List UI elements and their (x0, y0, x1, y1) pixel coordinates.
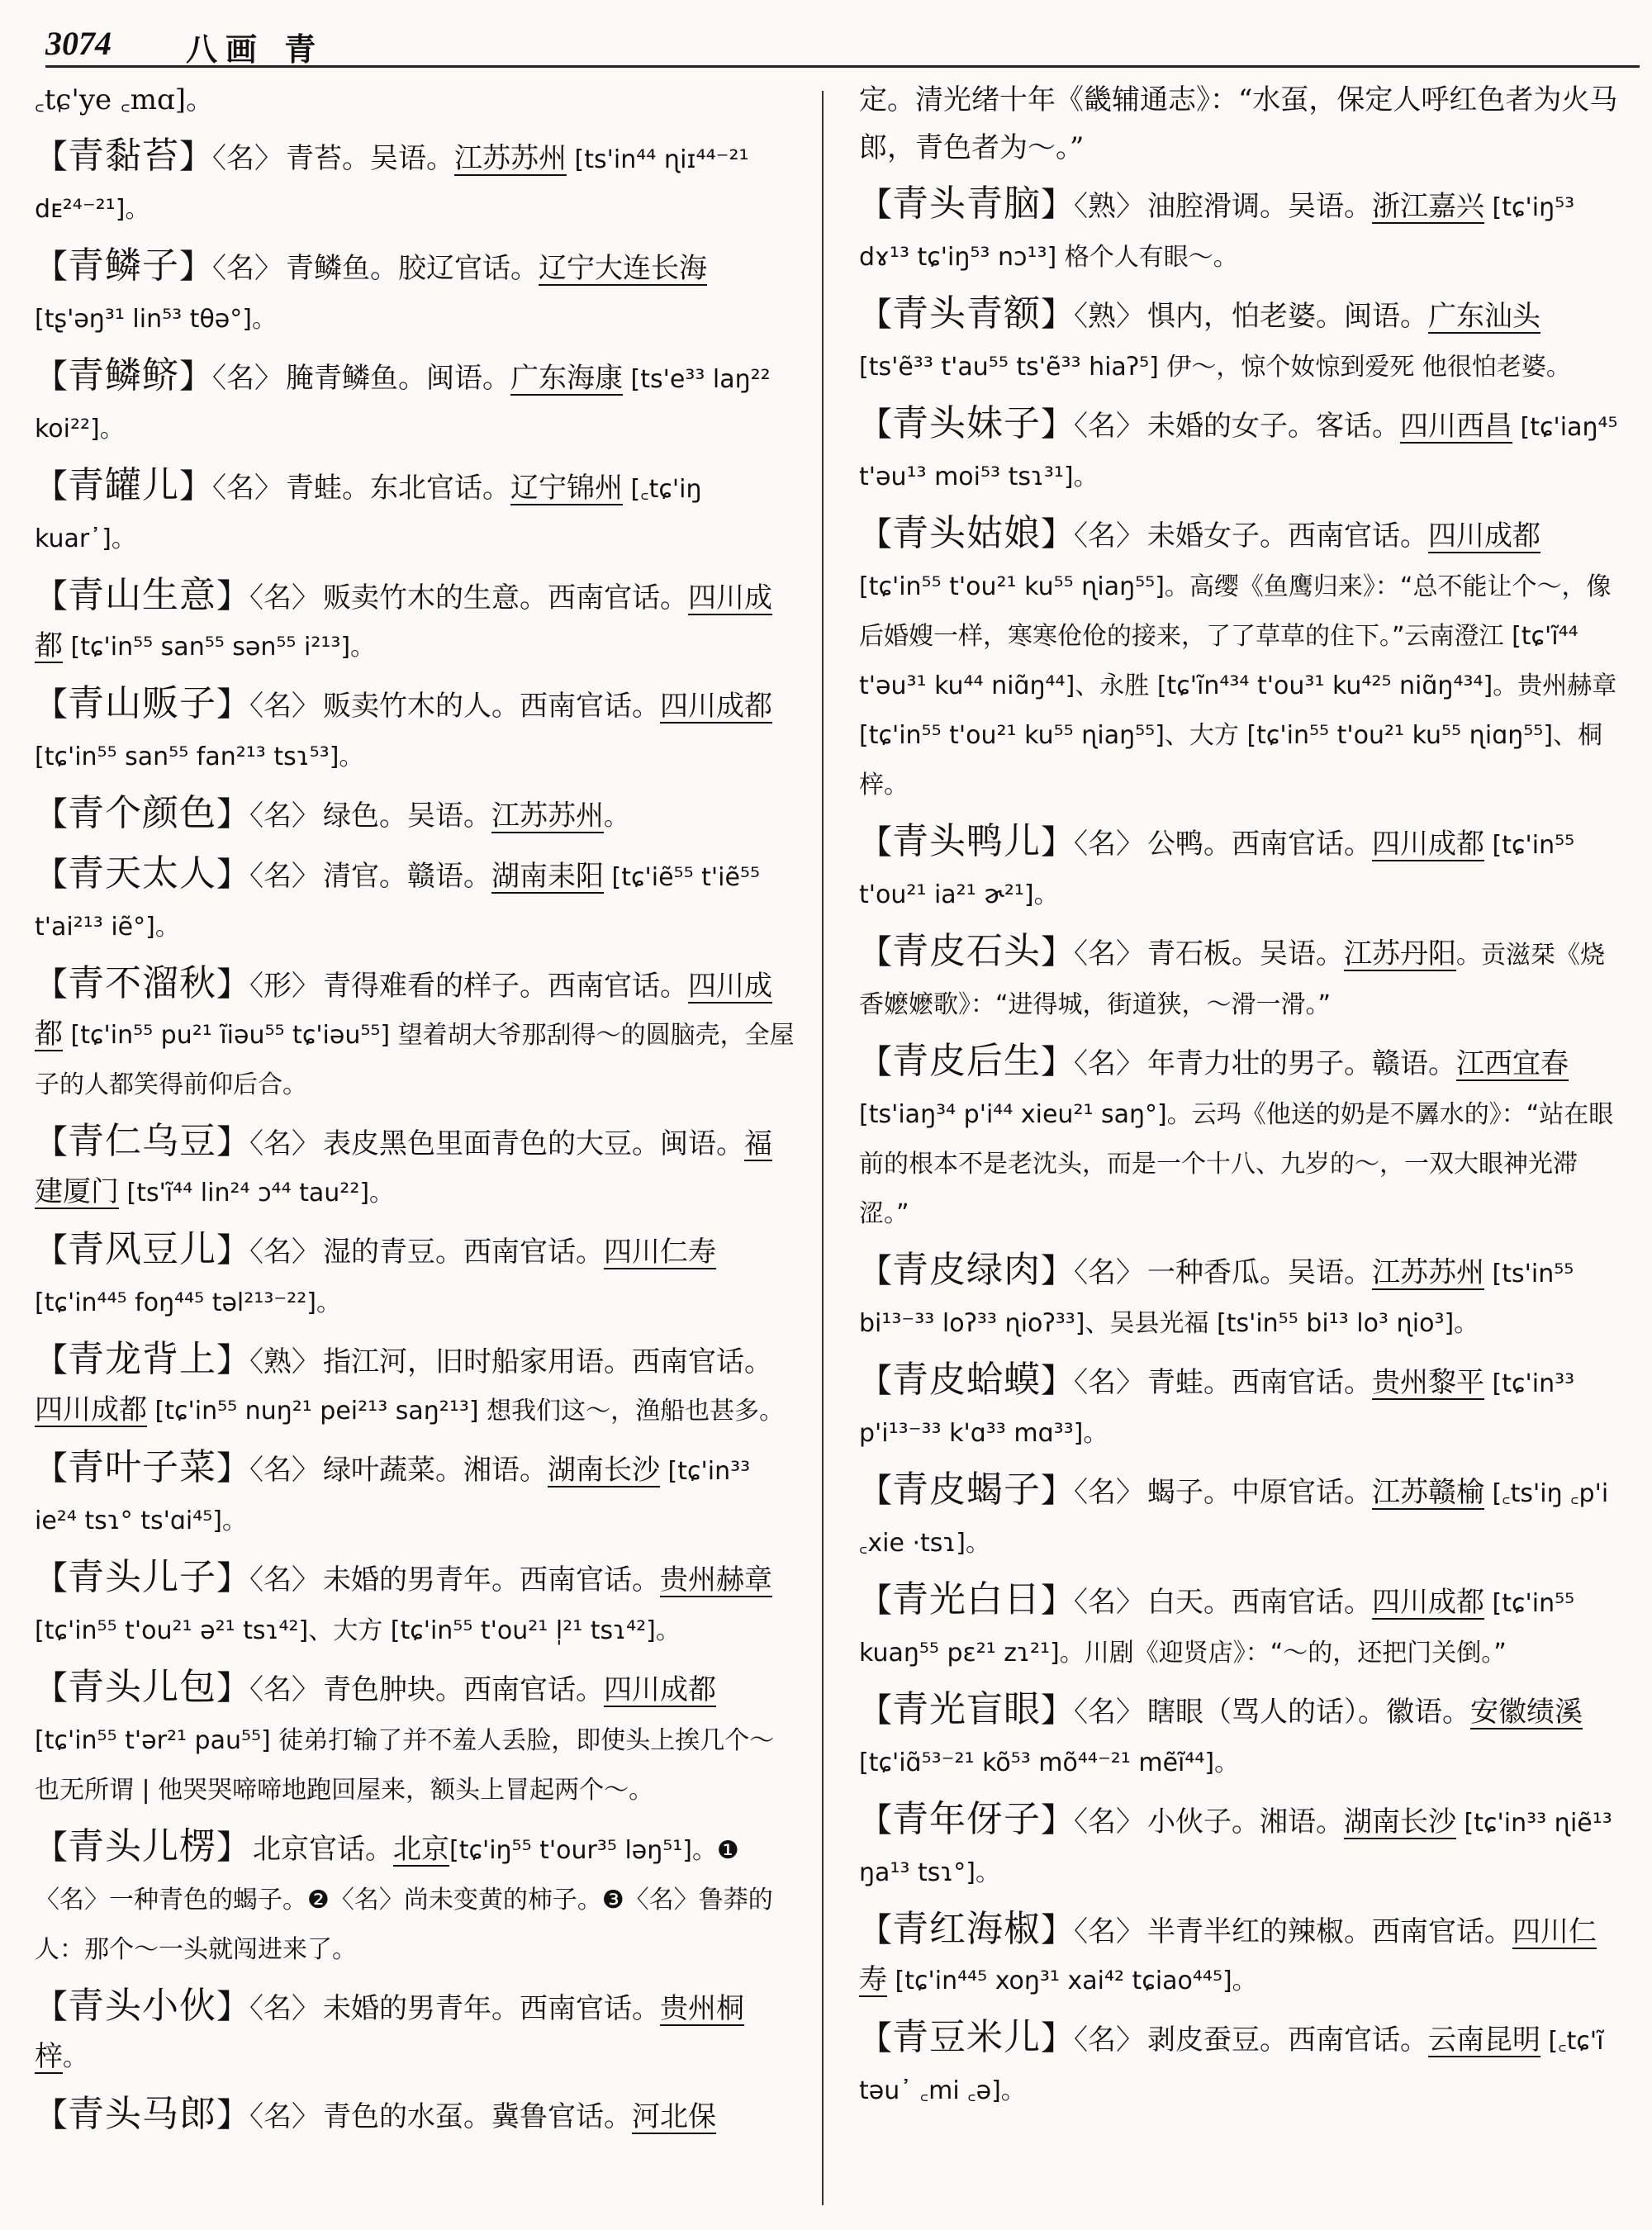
bracket-open: 【 (35, 1829, 68, 1867)
place-name: 江西宜春 (1456, 1047, 1569, 1080)
bracket-open: 【 (859, 1801, 892, 1839)
part-of-speech: 〈名〉 (249, 2100, 320, 2133)
entry-headword: 青光白日 (892, 1578, 1041, 1620)
bracket-open: 【 (859, 296, 892, 334)
bracket-close: 】 (216, 966, 249, 1004)
bracket-close: 】 (216, 686, 249, 724)
part-of-speech: 〈名〉 (1074, 1696, 1144, 1729)
bracket-open: 【 (859, 1691, 892, 1729)
bracket-close: 】 (216, 1669, 249, 1707)
entry-headword: 青头儿包 (68, 1666, 216, 1708)
bracket-open: 【 (35, 966, 68, 1004)
bracket-open: 【 (859, 1362, 892, 1400)
part-of-speech: 〈熟〉 (249, 1345, 320, 1378)
bracket-open: 【 (859, 823, 892, 861)
definition-text: 青鳞鱼。胶辽官话。 (286, 252, 539, 285)
bracket-close: 】 (1041, 1801, 1074, 1839)
right-column (859, 76, 1619, 2211)
entry-headword: 青皮绿肉 (892, 1249, 1041, 1291)
part-of-speech: 〈名〉 (1074, 828, 1144, 861)
part-of-speech: 〈名〉 (249, 799, 320, 833)
definition-text: 蝎子。中原官话。 (1147, 1476, 1372, 1509)
pronunciation-and-example: [tɕ'in⁵⁵ san⁵⁵ sən⁵⁵ i²¹³]。 (63, 633, 376, 662)
bracket-close: 】 (216, 1829, 249, 1867)
bracket-close: 】 (216, 856, 249, 894)
dictionary-entry (35, 1336, 795, 1435)
pronunciation-and-example: [tɕ'in³³ ie²⁴ tsɿ° ts'ɑi⁴⁵]。 (35, 1457, 751, 1535)
place-name: 贵州黎平 (1372, 1366, 1484, 1399)
dictionary-entry (35, 1663, 795, 1815)
bracket-close: 】 (1041, 823, 1074, 861)
part-of-speech: 〈名〉 (1074, 1915, 1144, 1948)
dictionary-entry (35, 462, 795, 563)
bracket-close: 】 (1041, 296, 1074, 334)
place-name: 四川成都 (660, 690, 772, 723)
dictionary-entry (859, 1466, 1619, 1568)
place-name: 四川仁寿 (859, 1915, 1597, 1996)
bracket-open: 【 (35, 138, 68, 176)
entry-headword: 青风豆儿 (68, 1228, 216, 1270)
entry-headword: 青头姑娘 (892, 512, 1041, 554)
continuation-text: ꜀tɕ'ye ꜀mɑ]。 (35, 83, 214, 116)
entry-headword: 青头青脑 (892, 183, 1041, 225)
bracket-close: 】 (179, 138, 212, 176)
place-name: 云南昆明 (1428, 2024, 1540, 2057)
definition-text: 北京官话。 (253, 1833, 393, 1866)
place-name: 安徽绩溪 (1470, 1696, 1583, 1729)
bracket-close: 】 (216, 1559, 249, 1597)
definition-text: 未婚的男青年。西南官话。 (323, 1992, 660, 2025)
part-of-speech: 〈名〉 (212, 362, 282, 395)
place-name: 湖南耒阳 (491, 860, 604, 893)
dictionary-entry (859, 1796, 1619, 1897)
entry-headword: 青龙背上 (68, 1338, 216, 1380)
bracket-open: 【 (35, 1988, 68, 2026)
place-name: 福建厦门 (35, 1127, 772, 1208)
entry-headword: 青黏苔 (68, 135, 179, 177)
dictionary-entry (35, 1226, 795, 1327)
part-of-speech: 〈名〉 (1074, 1476, 1144, 1509)
bracket-open: 【 (35, 1450, 68, 1487)
place-name: 四川西昌 (1400, 410, 1512, 443)
left-column (35, 76, 795, 2211)
entry-continuation (859, 76, 1619, 172)
definition-text: 青蛙。西南官话。 (1147, 1366, 1372, 1399)
entry-continuation (35, 76, 795, 124)
bracket-open: 【 (859, 933, 892, 971)
dictionary-entry (35, 790, 795, 842)
bracket-open: 【 (35, 1123, 68, 1161)
bracket-open: 【 (35, 1559, 68, 1597)
definition-text: 一种香瓜。吴语。 (1147, 1256, 1372, 1289)
part-of-speech: 〈名〉 (249, 1673, 320, 1706)
dictionary-entry (859, 510, 1619, 809)
entry-headword: 青年伢子 (892, 1798, 1041, 1840)
definition-text: 半青半红的辣椒。西南官话。 (1147, 1915, 1512, 1948)
place-name: 辽宁锦州 (510, 472, 623, 505)
dictionary-entry (859, 818, 1619, 919)
bracket-close: 】 (1041, 1582, 1074, 1620)
pronunciation-and-example: [ts'in⁵⁵ bi¹³⁻³³ loʔ³³ ɳioʔ³³]、吴县光福 [ts'in⁵⁵ bi¹³ lo³ ɳio³]。 (859, 1260, 1574, 1338)
part-of-speech: 〈名〉 (212, 252, 282, 285)
dictionary-entry (859, 928, 1619, 1029)
place-name: 江苏丹阳 (1344, 937, 1456, 970)
place-name: 四川成都 (1372, 1586, 1484, 1619)
part-of-speech: 〈名〉 (249, 1236, 320, 1269)
entry-headword: 青豆米儿 (892, 2016, 1041, 2058)
place-name: 辽宁大连长海 (539, 252, 707, 285)
bracket-close: 】 (1041, 1252, 1074, 1290)
section-title: 八画 青 (186, 31, 325, 68)
entry-headword: 青头鸭儿 (892, 820, 1041, 862)
pronunciation-and-example: 。 (63, 2043, 88, 2072)
pronunciation-and-example: [tɕ'iɑ̃⁵³⁻²¹ kõ⁵³ mõ⁴⁴⁻²¹ mẽĩ⁴⁴]。 (859, 1748, 1240, 1777)
definition-text: 未婚女子。西南官话。 (1147, 520, 1428, 553)
place-name: 江苏苏州 (1372, 1256, 1484, 1289)
dictionary-entry (35, 242, 795, 344)
place-name: 北京 (393, 1833, 449, 1866)
part-of-speech: 〈名〉 (249, 1563, 320, 1597)
definition-text: 剥皮蚕豆。西南官话。 (1147, 2024, 1428, 2057)
part-of-speech: 〈名〉 (1074, 1256, 1144, 1289)
entry-headword: 青头儿楞 (68, 1825, 216, 1867)
definition-text: 清官。赣语。 (323, 860, 491, 893)
pronunciation-and-example: [tɕ'in⁵⁵ pu²¹ ĩiəu⁵⁵ tɕ'iəu⁵⁵] 望着胡大爷那刮得～的圆脑壳，全屋子的人都笑得前仰后合。 (35, 1021, 795, 1099)
bracket-open: 【 (35, 467, 68, 505)
pronunciation-and-example: [tɕ'in⁵⁵ kuaŋ⁵⁵ pɛ²¹ zɿ²¹]。川剧《迎贤店》：“～的，还把门关倒。” (859, 1589, 1575, 1668)
part-of-speech: 〈名〉 (249, 1992, 320, 2025)
part-of-speech: 〈名〉 (1074, 1366, 1144, 1399)
definition-text: 腌青鳞鱼。闽语。 (286, 362, 510, 395)
definition-text: 表皮黑色里面青色的大豆。闽语。 (323, 1127, 744, 1160)
part-of-speech: 〈名〉 (1074, 1586, 1144, 1619)
pronunciation-and-example: [tɕ'in⁵⁵ t'ou²¹ ia²¹ ɚ²¹]。 (859, 831, 1575, 909)
place-name: 广东汕头 (1428, 300, 1540, 333)
place-name: 江苏苏州 (454, 142, 567, 175)
entry-headword: 青头小伙 (68, 1985, 216, 2027)
entry-headword: 青皮石头 (892, 930, 1041, 972)
place-name: 浙江嘉兴 (1372, 190, 1484, 223)
place-name: 贵州桐梓 (35, 1992, 744, 2073)
dictionary-entry (859, 180, 1619, 282)
entry-headword: 青叶子菜 (68, 1446, 216, 1488)
place-name: 四川成都 (35, 581, 772, 662)
part-of-speech: 〈名〉 (212, 142, 282, 175)
part-of-speech: 〈名〉 (249, 1127, 320, 1160)
part-of-speech: 〈名〉 (249, 581, 320, 614)
entry-headword: 青皮后生 (892, 1040, 1041, 1082)
pronunciation-and-example: [tɕ'in⁵⁵ t'ou²¹ ə²¹ tsɿ⁴²]、大方 [tɕ'in⁵⁵ t'ou²¹ l̩²¹ tsɿ⁴²]。 (35, 1616, 681, 1645)
definition-text: 小伙子。湘语。 (1147, 1805, 1344, 1839)
bracket-open: 【 (35, 358, 68, 396)
pronunciation-and-example: [꜀tɕ'iŋ kuar᾿]。 (35, 475, 702, 553)
dictionary-entry (35, 850, 795, 951)
definition-text: 青蛙。东北官话。 (286, 472, 510, 505)
pronunciation-and-example: [tɕ'in⁵⁵ san⁵⁵ fan²¹³ tsɿ⁵³]。 (35, 743, 364, 771)
bracket-open: 【 (35, 1231, 68, 1269)
definition-text: 青石板。吴语。 (1147, 937, 1344, 970)
pronunciation-and-example: [꜀ts'iŋ ꜀p'i ꜀xie ·tsɿ]。 (859, 1479, 1609, 1558)
definition-text: 青得难看的样子。西南官话。 (323, 970, 688, 1003)
part-of-speech: 〈名〉 (212, 472, 282, 505)
bracket-close: 】 (179, 248, 212, 286)
entry-headword: 青不溜秋 (68, 962, 216, 1004)
pronunciation-and-example: [꜀tɕ'ĩ təu᾿ ꜀mi ꜀ə]。 (859, 2027, 1604, 2105)
place-name: 贵州赫章 (660, 1563, 772, 1597)
bracket-close: 】 (1041, 2019, 1074, 2057)
definition-text: 贩卖竹木的人。西南官话。 (323, 690, 660, 723)
entry-headword: 青鳞鲚 (68, 354, 179, 396)
pronunciation-and-example: [tɕ'in⁴⁴⁵ foŋ⁴⁴⁵ təl²¹³⁻²²]。 (35, 1288, 341, 1317)
entry-headword: 青鳞子 (68, 244, 179, 287)
part-of-speech: 〈名〉 (249, 690, 320, 723)
bracket-close: 】 (1041, 515, 1074, 553)
definition-text: 未婚的男青年。西南官话。 (323, 1563, 660, 1597)
bracket-open: 【 (35, 1669, 68, 1707)
dictionary-entry (35, 132, 795, 234)
pronunciation-and-example: [tɕ'iẽ⁵⁵ t'iẽ⁵⁵ t'ai²¹³ iẽ°]。 (35, 863, 760, 942)
page-number: 3074 (45, 25, 112, 62)
pronunciation-and-example: [tɕ'iŋ⁵³ dɤ¹³ tɕ'iŋ⁵³ nɔ¹³] 格个人有眼～。 (859, 193, 1575, 272)
dictionary-entry (859, 1037, 1619, 1238)
pronunciation-and-example: [tɕ'iaŋ⁴⁵ t'əu¹³ moi⁵³ tsɿ³¹]。 (859, 413, 1618, 491)
dictionary-entry (35, 1823, 795, 1974)
bracket-open: 【 (859, 1911, 892, 1949)
pronunciation-and-example: [tɕ'in³³ p'i¹³⁻³³ k'ɑ³³ mɑ³³]。 (859, 1369, 1575, 1448)
dictionary-entry (35, 960, 795, 1109)
dictionary-entry (859, 290, 1619, 391)
bracket-open: 【 (35, 248, 68, 286)
place-name: 四川成都 (604, 1673, 716, 1706)
place-name: 湖南长沙 (548, 1454, 660, 1487)
bracket-close: 】 (216, 1988, 249, 2026)
pronunciation-and-example: [tɕ'iŋ⁵⁵ t'our³⁵ ləŋ⁵¹]。❶〈名〉一种青色的蝎子。❷〈名〉尚未变黄的柿子。❸〈名〉鲁莽的人：那个～一头就闯进来了。 (35, 1836, 773, 1964)
entry-headword: 青山生意 (68, 574, 216, 616)
bracket-open: 【 (35, 686, 68, 724)
place-name: 河北保 (632, 2100, 716, 2133)
pronunciation-and-example: [tɕ'in⁵⁵ nuŋ²¹ pei²¹³ saŋ²¹³] 想我们这～，渔船也甚多。 (147, 1397, 785, 1426)
bracket-close: 】 (216, 1123, 249, 1161)
dictionary-entry (859, 1905, 1619, 2005)
part-of-speech: 〈名〉 (249, 1454, 320, 1487)
dictionary-entry (35, 1117, 795, 1217)
entry-headword: 青光盲眼 (892, 1688, 1041, 1730)
part-of-speech: 〈名〉 (1074, 520, 1144, 553)
dictionary-entry (859, 400, 1619, 501)
bracket-close: 】 (216, 1450, 249, 1487)
bracket-open: 【 (859, 1252, 892, 1290)
definition-text: 绿叶蔬菜。湘语。 (323, 1454, 548, 1487)
bracket-open: 【 (859, 2019, 892, 2057)
pronunciation-and-example: [ts'ẽ³³ t'au⁵⁵ ts'ẽ³³ hiaʔ⁵] 伊～，惊个奻惊到爱死 他很怕老婆。 (859, 353, 1571, 382)
bracket-open: 【 (35, 577, 68, 615)
bracket-open: 【 (859, 1043, 892, 1081)
bracket-open: 【 (859, 1582, 892, 1620)
bracket-open: 【 (859, 406, 892, 444)
definition-text: 湿的青豆。西南官话。 (323, 1236, 604, 1269)
definition-text: 指江河，旧时船家用语。西南官话。 (323, 1345, 772, 1378)
entry-headword: 青红海椒 (892, 1908, 1041, 1950)
definition-text: 瞎眼（骂人的话）。徽语。 (1147, 1696, 1470, 1729)
dictionary-entry (35, 2090, 795, 2142)
bracket-close: 】 (1041, 1043, 1074, 1081)
pronunciation-and-example: [ts'e³³ laŋ²² koi²²]。 (35, 365, 771, 444)
bracket-open: 【 (859, 186, 892, 224)
definition-text: 惧内，怕老婆。闽语。 (1147, 300, 1428, 333)
bracket-close: 】 (1041, 1911, 1074, 1949)
dictionary-entry (35, 572, 795, 671)
entry-headword: 青山贩子 (68, 682, 216, 724)
dictionary-entry (35, 680, 795, 781)
page-header (45, 21, 1640, 68)
entry-headword: 青皮蝎子 (892, 1468, 1041, 1511)
definition-text: 青苔。吴语。 (286, 142, 454, 175)
bracket-open: 【 (859, 515, 892, 553)
entry-headword: 青皮蛤蟆 (892, 1359, 1041, 1401)
definition-text: 绿色。吴语。 (323, 799, 491, 833)
place-name: 江苏赣榆 (1372, 1476, 1484, 1509)
pronunciation-and-example: [tʂ'əŋ³¹ lin⁵³ tθə°]。 (35, 305, 277, 334)
column-divider (822, 91, 824, 2205)
dictionary-entry (35, 1554, 795, 1655)
bracket-close: 】 (179, 467, 212, 505)
place-name: 四川成都 (35, 970, 772, 1051)
dictionary-entry (859, 2014, 1619, 2115)
definition-text: 公鸭。西南官话。 (1147, 828, 1372, 861)
bracket-open: 【 (35, 1341, 68, 1379)
bracket-close: 】 (216, 577, 249, 615)
bracket-close: 】 (216, 2096, 249, 2134)
bracket-open: 【 (859, 1472, 892, 1510)
bracket-close: 】 (179, 358, 212, 396)
part-of-speech: 〈名〉 (1074, 937, 1144, 970)
bracket-close: 】 (1041, 1362, 1074, 1400)
part-of-speech: 〈形〉 (249, 970, 320, 1003)
dictionary-entry (859, 1246, 1619, 1348)
bracket-open: 【 (35, 2096, 68, 2134)
dictionary-entry (859, 1356, 1619, 1458)
pronunciation-and-example: [ts'iaŋ³⁴ p'i⁴⁴ xieu²¹ saŋ°]。云玛《他送的奶是不羼水的》：“站在眼前的根本不是老沈头，而是一个十八、九岁的～，一双大眼神光滞涩。” (859, 1100, 1614, 1228)
place-name: 四川成都 (1372, 828, 1484, 861)
bracket-open: 【 (35, 856, 68, 894)
dictionary-entry (35, 1444, 795, 1545)
dictionary-entry (859, 1686, 1619, 1787)
part-of-speech: 〈名〉 (249, 860, 320, 893)
bracket-close: 】 (216, 1341, 249, 1379)
bracket-close: 】 (1041, 186, 1074, 224)
bracket-close: 】 (1041, 1691, 1074, 1729)
bracket-open: 【 (35, 795, 68, 833)
bracket-close: 】 (216, 795, 249, 833)
dictionary-entry (859, 1576, 1619, 1677)
part-of-speech: 〈熟〉 (1074, 190, 1144, 223)
place-name: 江苏苏州 (491, 799, 604, 833)
entry-headword: 青头儿子 (68, 1556, 216, 1598)
definition-text: 青色的水虿。冀鲁官话。 (323, 2100, 632, 2133)
pronunciation-and-example: [tɕ'in⁵⁵ t'ər²¹ pau⁵⁵] 徒弟打输了并不羞人丢脸，即使头上挨几个～也无所谓 | 他哭哭啼啼地跑回屋来，额头上冒起两个～。 (35, 1726, 775, 1805)
place-name: 湖南长沙 (1344, 1805, 1456, 1839)
part-of-speech: 〈名〉 (1074, 2024, 1144, 2057)
definition-text: 贩卖竹木的生意。西南官话。 (323, 581, 688, 614)
pronunciation-and-example: [ts'in⁴⁴ ɳiɪ⁴⁴⁻²¹ dᴇ²⁴⁻²¹]。 (35, 145, 749, 224)
entry-headword: 青天太人 (68, 852, 216, 894)
pronunciation-and-example: [tɕ'in⁵⁵ t'ou²¹ ku⁵⁵ ɳiaŋ⁵⁵]。高缨《鱼鹰归来》：“总不能让个～，像后婚嫂一样，寒寒伧伧的接来，了了草草的住下。”云南澄江 [tɕ'ĩ⁴⁴ t'əu³¹ ku⁴⁴ niɑ̃ŋ⁴⁴]、永胜 [tɕ'ĩn⁴³⁴ t'ou³¹ ku⁴²⁵ niɑ̃ŋ⁴³⁴]。贵州赫章 [tɕ'in⁵⁵ t'ou²¹ ku⁵⁵ ɳiaŋ⁵⁵]、大方 [tɕ'in⁵⁵ t'ou²¹ ku⁵⁵ ɳiɑŋ⁵⁵]、桐梓。 (859, 572, 1617, 799)
pronunciation-and-example: [ts'ĩ⁴⁴ lin²⁴ ɔ⁴⁴ tau²²]。 (119, 1179, 395, 1208)
pronunciation-and-example: 。 (604, 803, 629, 832)
entry-headword: 青头妹子 (892, 402, 1041, 444)
definition-text: 年青力壮的男子。赣语。 (1147, 1047, 1456, 1080)
place-name: 四川成都 (35, 1393, 147, 1426)
pronunciation-and-example: 。贡滋栞《烧香嬷嬷歌》：“进得城，街道狭，～滑一滑。” (859, 941, 1605, 1019)
bracket-close: 】 (1041, 406, 1074, 444)
place-name: 四川成都 (1428, 520, 1540, 553)
entry-headword: 青头马郎 (68, 2093, 216, 2135)
definition-text: 青色肿块。西南官话。 (323, 1673, 604, 1706)
pronunciation-and-example: [tɕ'in⁴⁴⁵ xoŋ³¹ xai⁴² tɕiao⁴⁴⁵]。 (887, 1967, 1257, 1995)
bracket-close: 】 (1041, 933, 1074, 971)
pronunciation-and-example: [tɕ'in³³ ɳiẽ¹³ ŋa¹³ tsɿ°]。 (859, 1809, 1612, 1887)
entry-headword: 青个颜色 (68, 792, 216, 834)
bracket-close: 】 (216, 1231, 249, 1269)
entry-headword: 青罐儿 (68, 464, 179, 506)
dictionary-entry (35, 1982, 795, 2082)
continuation-text: 定。清光绪十年《畿辅通志》：“水虿，保定人呼红色者为火马郎，青色者为～。” (859, 83, 1618, 164)
part-of-speech: 〈名〉 (1074, 1805, 1144, 1839)
entry-headword: 青头青额 (892, 292, 1041, 334)
definition-text: 白天。西南官话。 (1147, 1586, 1372, 1619)
dictionary-entry (35, 352, 795, 453)
part-of-speech: 〈名〉 (1074, 1047, 1144, 1080)
part-of-speech: 〈名〉 (1074, 410, 1144, 443)
definition-text: 未婚的女子。客话。 (1147, 410, 1400, 443)
place-name: 广东海康 (510, 362, 623, 395)
part-of-speech: 〈熟〉 (1074, 300, 1144, 333)
definition-text: 油腔滑调。吴语。 (1147, 190, 1372, 223)
bracket-close: 】 (1041, 1472, 1074, 1510)
entry-headword: 青仁乌豆 (68, 1120, 216, 1162)
place-name: 四川仁寿 (604, 1236, 716, 1269)
